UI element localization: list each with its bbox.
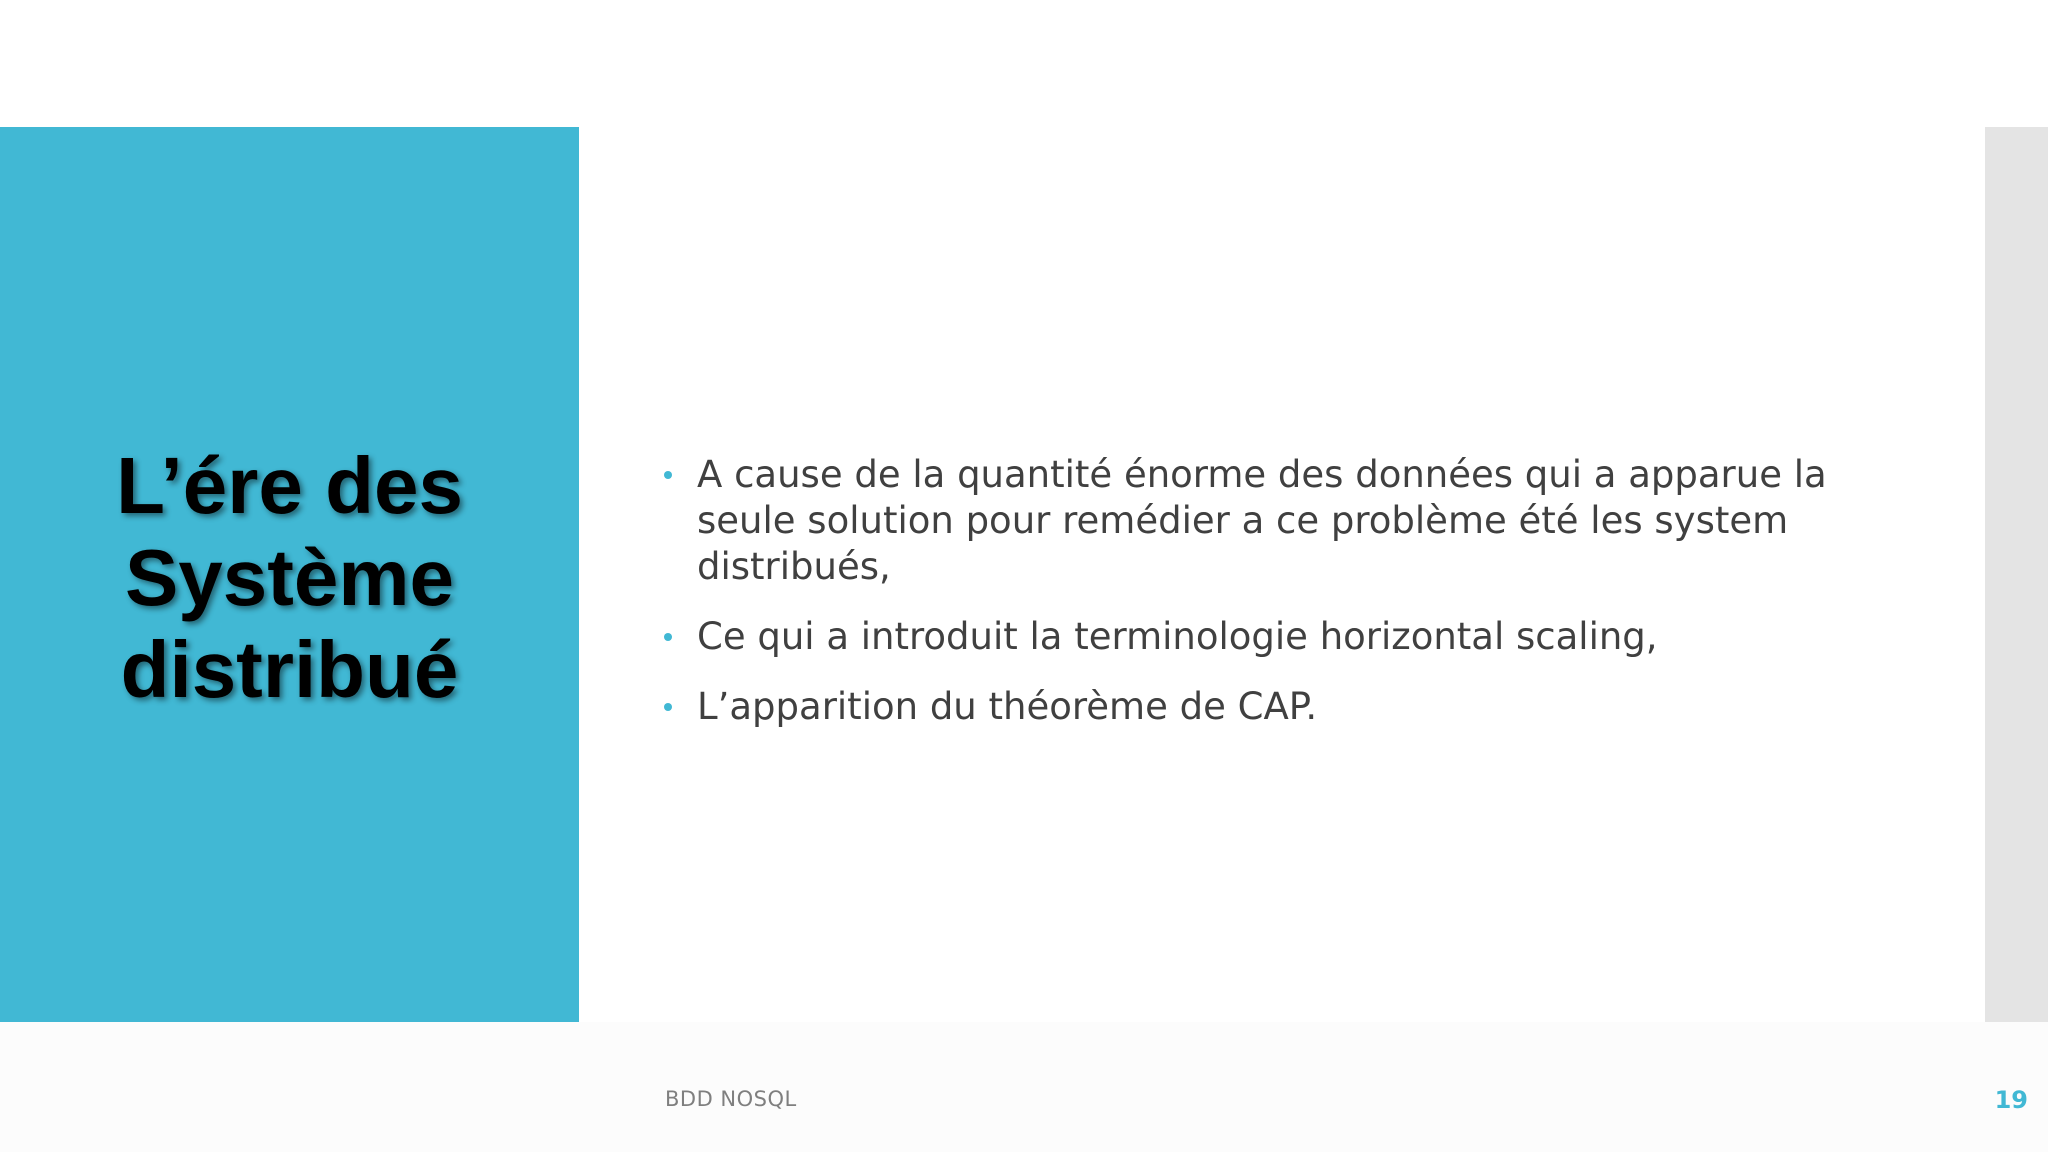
title-line: distribué	[120, 625, 459, 714]
bullet-dot-icon	[664, 633, 672, 641]
bullet-item	[664, 614, 1924, 660]
bullet-item	[664, 452, 1924, 590]
bullet-text: Ce qui a introduit la terminologie horizontal scaling,	[697, 615, 1658, 658]
slide-title	[0, 440, 579, 716]
right-decor-strip	[1985, 127, 2048, 1022]
title-line: L’ére des	[116, 441, 463, 530]
footer-band	[0, 1022, 2048, 1152]
title-line: Système	[124, 533, 455, 622]
bullet-list	[664, 452, 1924, 754]
bullet-item	[664, 684, 1924, 730]
bullet-dot-icon	[664, 703, 672, 711]
bullet-dot-icon	[664, 471, 672, 479]
bullet-text: L’apparition du théorème de CAP.	[697, 685, 1318, 728]
footer-label: BDD NOSQL	[665, 1087, 797, 1111]
bullet-text: A cause de la quantité énorme des données qui a apparue la seule solution pour remédier a ce problème été les system distribués,	[697, 453, 1827, 588]
page-number: 19	[1994, 1086, 2028, 1114]
